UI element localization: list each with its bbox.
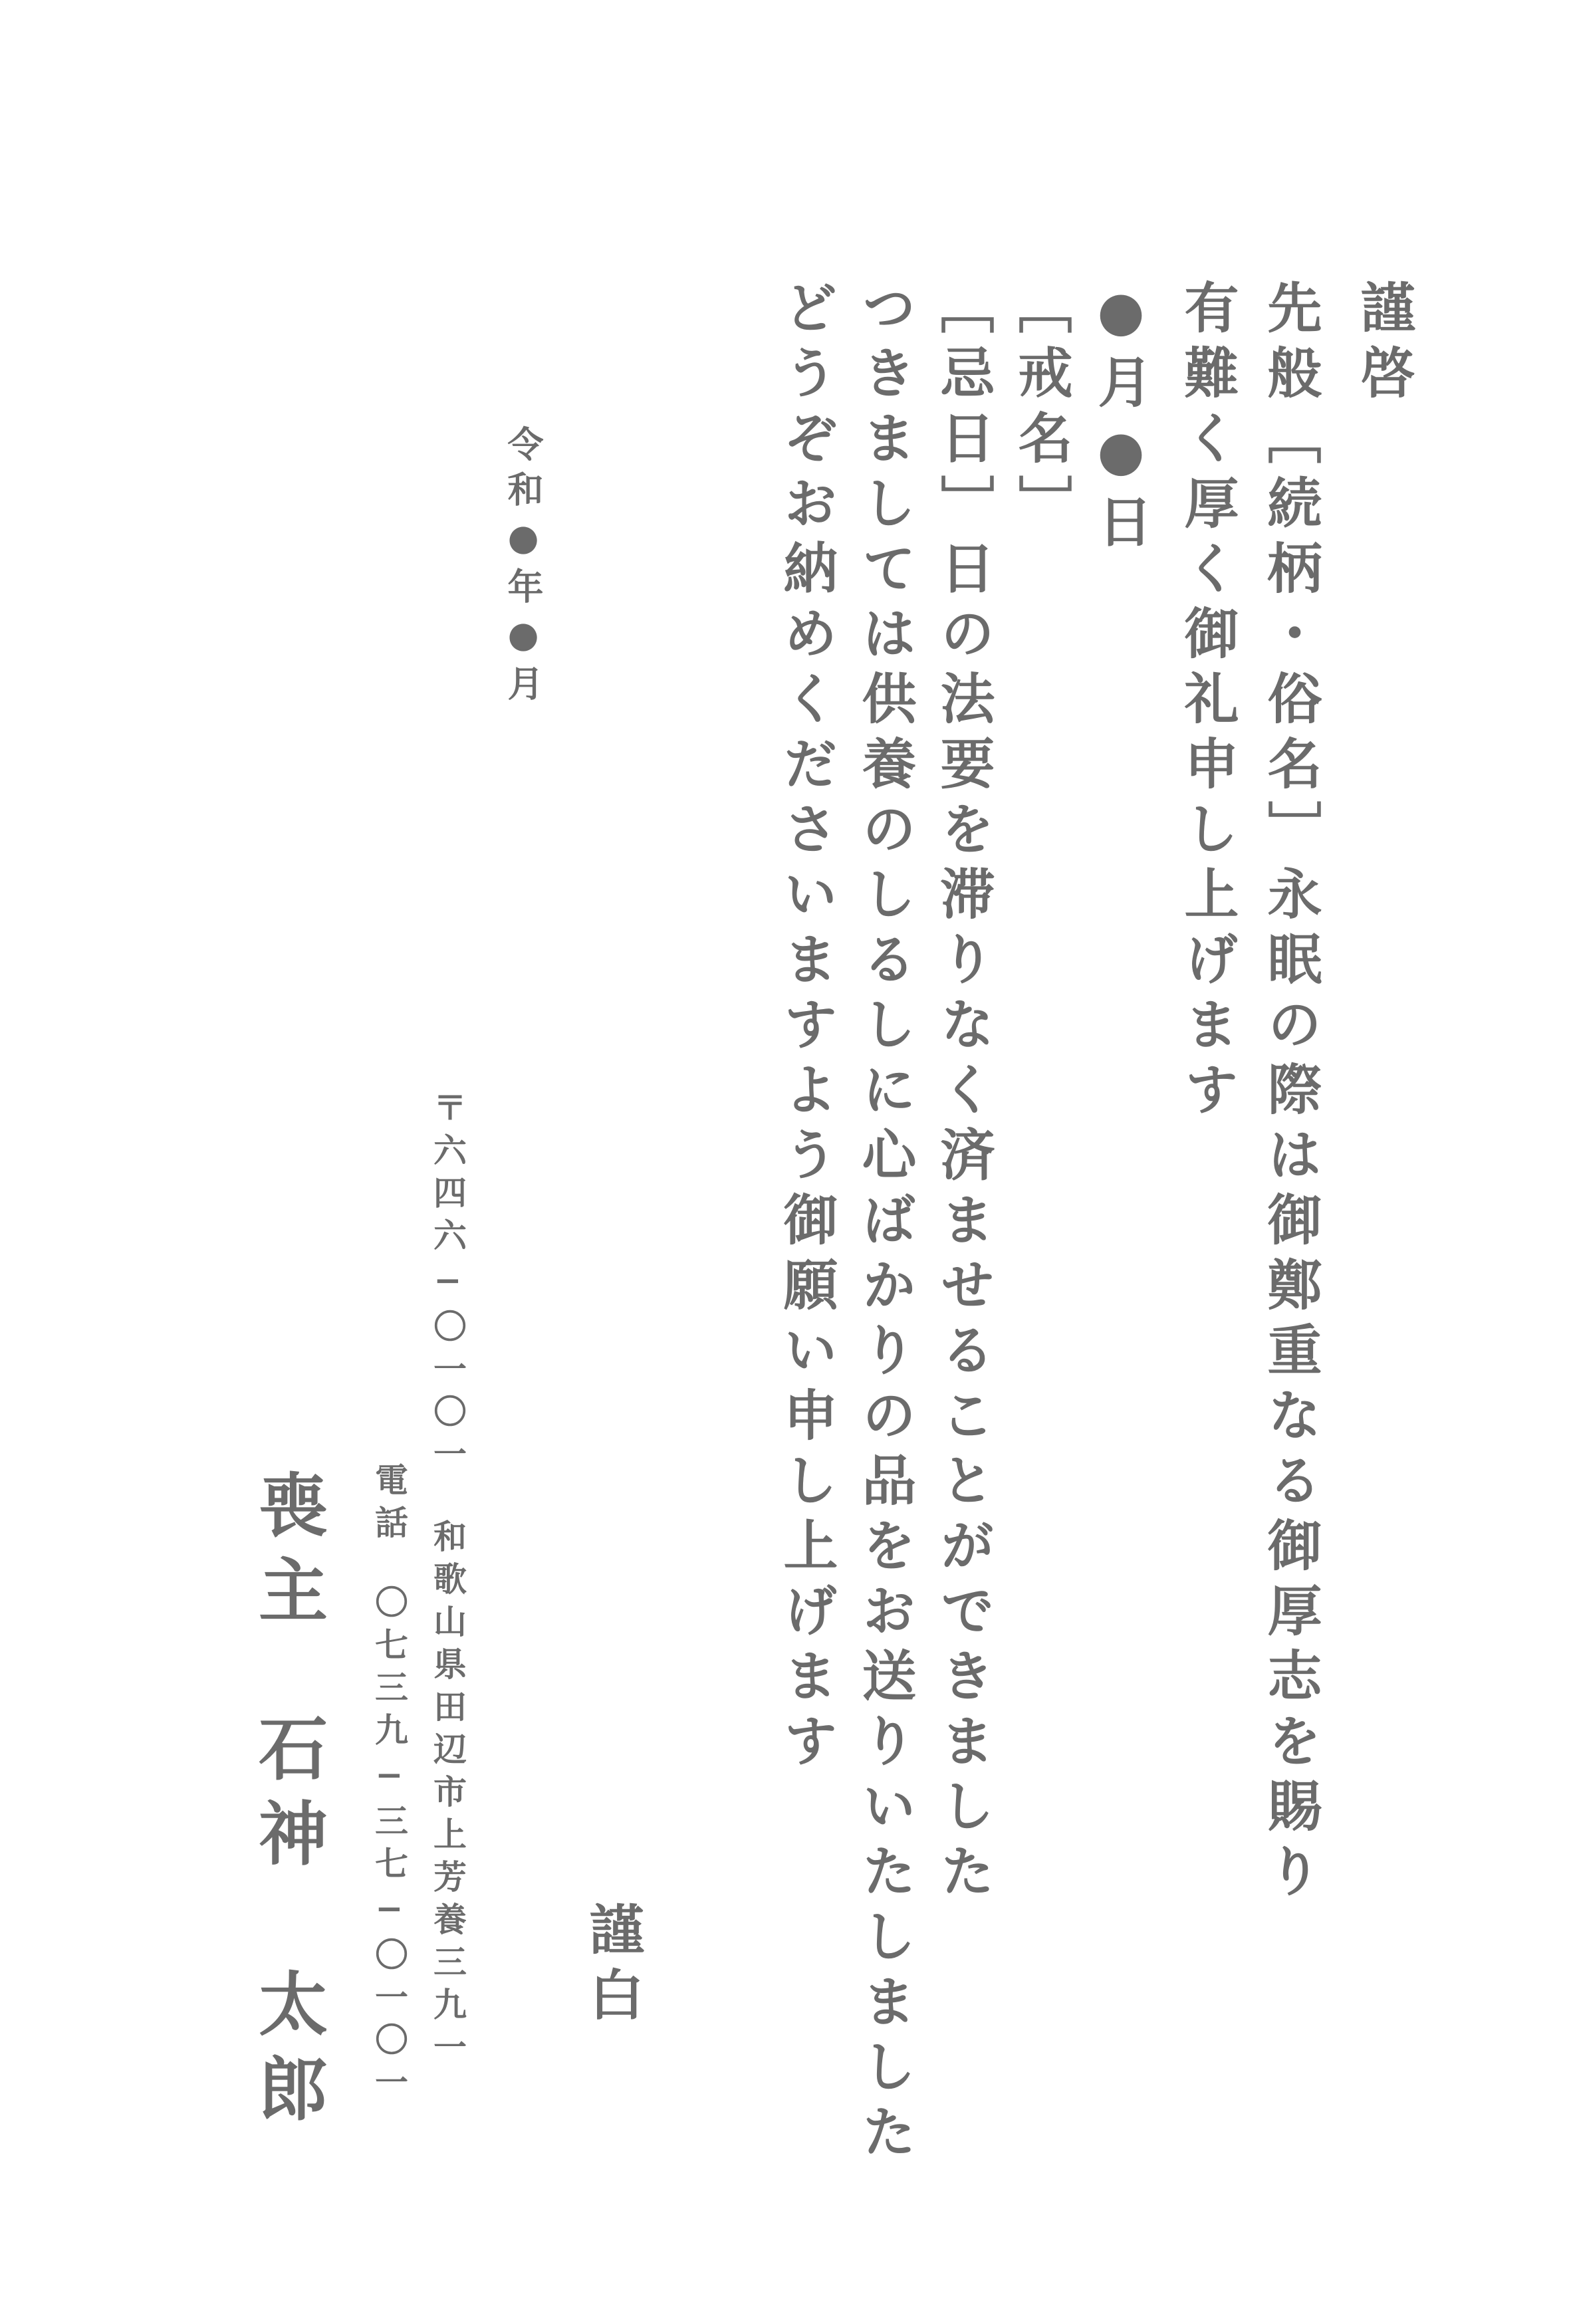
letter-date: 令和●年●月 bbox=[502, 425, 544, 710]
sender-address-column bbox=[428, 1090, 467, 2072]
sender-title: 喪主 bbox=[247, 1469, 328, 1639]
sender-phone: 〇七三九−三七−〇一〇一 bbox=[370, 1585, 409, 2107]
body-line-1: 先般［続柄・俗名］永眠の際は御鄭重なる御厚志を賜り bbox=[1259, 279, 1322, 1908]
sender-phone-label: 電話 bbox=[370, 1462, 409, 1548]
sender-phone-column bbox=[370, 1462, 409, 2107]
body-line-5: ［忌日］日の法要を滞りなく済ませることができました bbox=[931, 279, 995, 1908]
body-line-7: どうぞお納めくださいますよう御願い申し上げます bbox=[775, 279, 838, 1778]
body-line-2: 有難く厚く御礼申し上げます bbox=[1175, 279, 1239, 1126]
body-line-4-kaimyo: ［戒名］ bbox=[1009, 279, 1073, 540]
salutation: 謹啓 bbox=[1352, 279, 1415, 409]
sender-name: 石神 太郎 bbox=[247, 1712, 328, 2138]
sender-address: 和歌山県田辺市上芳養三九一 bbox=[428, 1519, 467, 2072]
closing: 謹白 bbox=[580, 1901, 644, 2032]
sender-name-column bbox=[247, 1469, 328, 2138]
body-line-6: つきましては供養のしるしに心ばかりの品をお送りいたしました bbox=[853, 279, 917, 2168]
body-line-3-date: ●月●日 bbox=[1089, 279, 1153, 558]
sender-postal: 〒六四六−〇一〇一 bbox=[428, 1090, 467, 1479]
